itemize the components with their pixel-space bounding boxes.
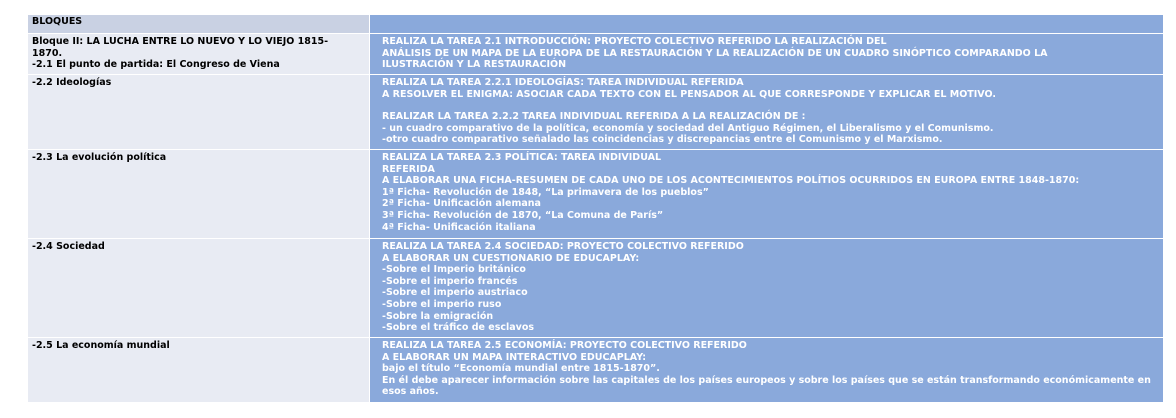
- task-cell: [370, 338, 1164, 403]
- task-line: REALIZA LA TAREA 2.4 SOCIEDAD: PROYECTO COLECTIVO REFERIDO: [382, 241, 744, 252]
- task-line: -Sobre el imperio ruso: [382, 298, 502, 310]
- blocks-table: [27, 14, 1164, 403]
- task-line: -otro cuadro comparativo señalado las coincidencias y discrepancias entre el Comunismo y el Marxismo.: [382, 134, 943, 146]
- task-line: ILUSTRACIÓN Y LA RESTAURACIÓN: [382, 59, 567, 71]
- task-line: A ELABORAR UN CUESTIONARIO DE EDUCAPLAY:: [382, 252, 640, 264]
- block-line: -2.3 La evolución política: [32, 152, 167, 163]
- header-bloques: BLOQUES: [28, 15, 370, 34]
- block-cell: [28, 239, 370, 338]
- task-cell: [370, 75, 1164, 150]
- block-cell: [28, 34, 370, 75]
- task-line: REALIZA LA TAREA 2.2.1 IDEOLOGÍAS: TAREA INDIVIDUAL REFERIDA: [382, 77, 744, 88]
- block-line: -2.2 Ideologías: [32, 77, 112, 88]
- task-line: 3ª Ficha- Revolución de 1870, “La Comuna de París”: [382, 209, 664, 221]
- task-line: - un cuadro comparativo de la política, economía y sociedad del Antiguo Régimen, el Liberalismo y el Comunismo.: [382, 122, 994, 134]
- task-line: A ELABORAR UN MAPA INTERACTIVO EDUCAPLAY:: [382, 351, 647, 363]
- task-line: 4ª Ficha- Unificación italiana: [382, 221, 536, 233]
- block-line: -2.1 El punto de partida: El Congreso de Viena: [32, 59, 280, 71]
- task-gap: [382, 100, 1155, 111]
- table-row: [28, 75, 1164, 150]
- block-line: Bloque II: LA LUCHA ENTRE LO NUEVO Y LO VIEJO 1815-: [32, 36, 329, 47]
- task-line: REALIZA LA TAREA 2.1 INTRODUCCIÓN: PROYECTO COLECTIVO REFERIDO LA REALIZACIÓN DEL: [382, 36, 887, 47]
- task-line: En él debe aparecer información sobre las capitales de los países europeos y sobre los países que se están transformando económicamente en esos años.: [382, 374, 1151, 398]
- task-line: bajo el título “Economía mundial entre 1815-1870”.: [382, 363, 660, 375]
- header-tasks: [370, 15, 1164, 34]
- task-line: -Sobre la emigración: [382, 310, 494, 322]
- task-cell: [370, 150, 1164, 239]
- table-row: [28, 34, 1164, 75]
- block-line: -2.4 Sociedad: [32, 241, 105, 252]
- task-line: -Sobre el tráfico de esclavos: [382, 322, 535, 334]
- table-row: [28, 239, 1164, 338]
- task-line: REALIZAR LA TAREA 2.2.2 TAREA INDIVIDUAL REFERIDA A LA REALIZACIÓN DE :: [382, 111, 806, 123]
- block-line: -2.5 La economía mundial: [32, 340, 170, 351]
- task-line: ANÁLISIS DE UN MAPA DE LA EUROPA DE LA RESTAURACIÓN Y LA REALIZACIÓN DE UN CUADRO SINÓPTICO COMPARANDO LA: [382, 47, 1048, 59]
- task-line: A RESOLVER EL ENIGMA: ASOCIAR CADA TEXTO CON EL PENSADOR AL QUE CORRESPONDE Y EXPLICAR EL MOTIVO.: [382, 88, 996, 100]
- task-line: A ELABORAR UNA FICHA-RESUMEN DE CADA UNO DE LOS ACONTECIMIENTOS POLÍTIOS OCURRIDOS EN EUROPA ENTRE 1848-1870:: [382, 175, 1080, 187]
- header-row: [28, 15, 1164, 34]
- task-line: 1ª Ficha- Revolución de 1848, “La primavera de los pueblos”: [382, 186, 709, 198]
- task-cell: [370, 34, 1164, 75]
- block-cell: [28, 338, 370, 403]
- table-row: [28, 150, 1164, 239]
- task-line: 2ª Ficha- Unificación alemana: [382, 198, 541, 210]
- table-row: [28, 338, 1164, 403]
- task-line: -Sobre el imperio austriaco: [382, 287, 528, 299]
- block-cell: [28, 75, 370, 150]
- task-line: REFERIDA: [382, 163, 435, 175]
- task-line: -Sobre el Imperio británico: [382, 264, 526, 276]
- task-line: -Sobre el imperio francés: [382, 275, 518, 287]
- task-line: REALIZA LA TAREA 2.5 ECONOMÍA: PROYECTO COLECTIVO REFERIDO: [382, 340, 747, 351]
- block-cell: [28, 150, 370, 239]
- block-line: 1870.: [32, 47, 63, 59]
- task-cell: [370, 239, 1164, 338]
- task-line: REALIZA LA TAREA 2.3 POLÍTICA: TAREA INDIVIDUAL: [382, 152, 662, 163]
